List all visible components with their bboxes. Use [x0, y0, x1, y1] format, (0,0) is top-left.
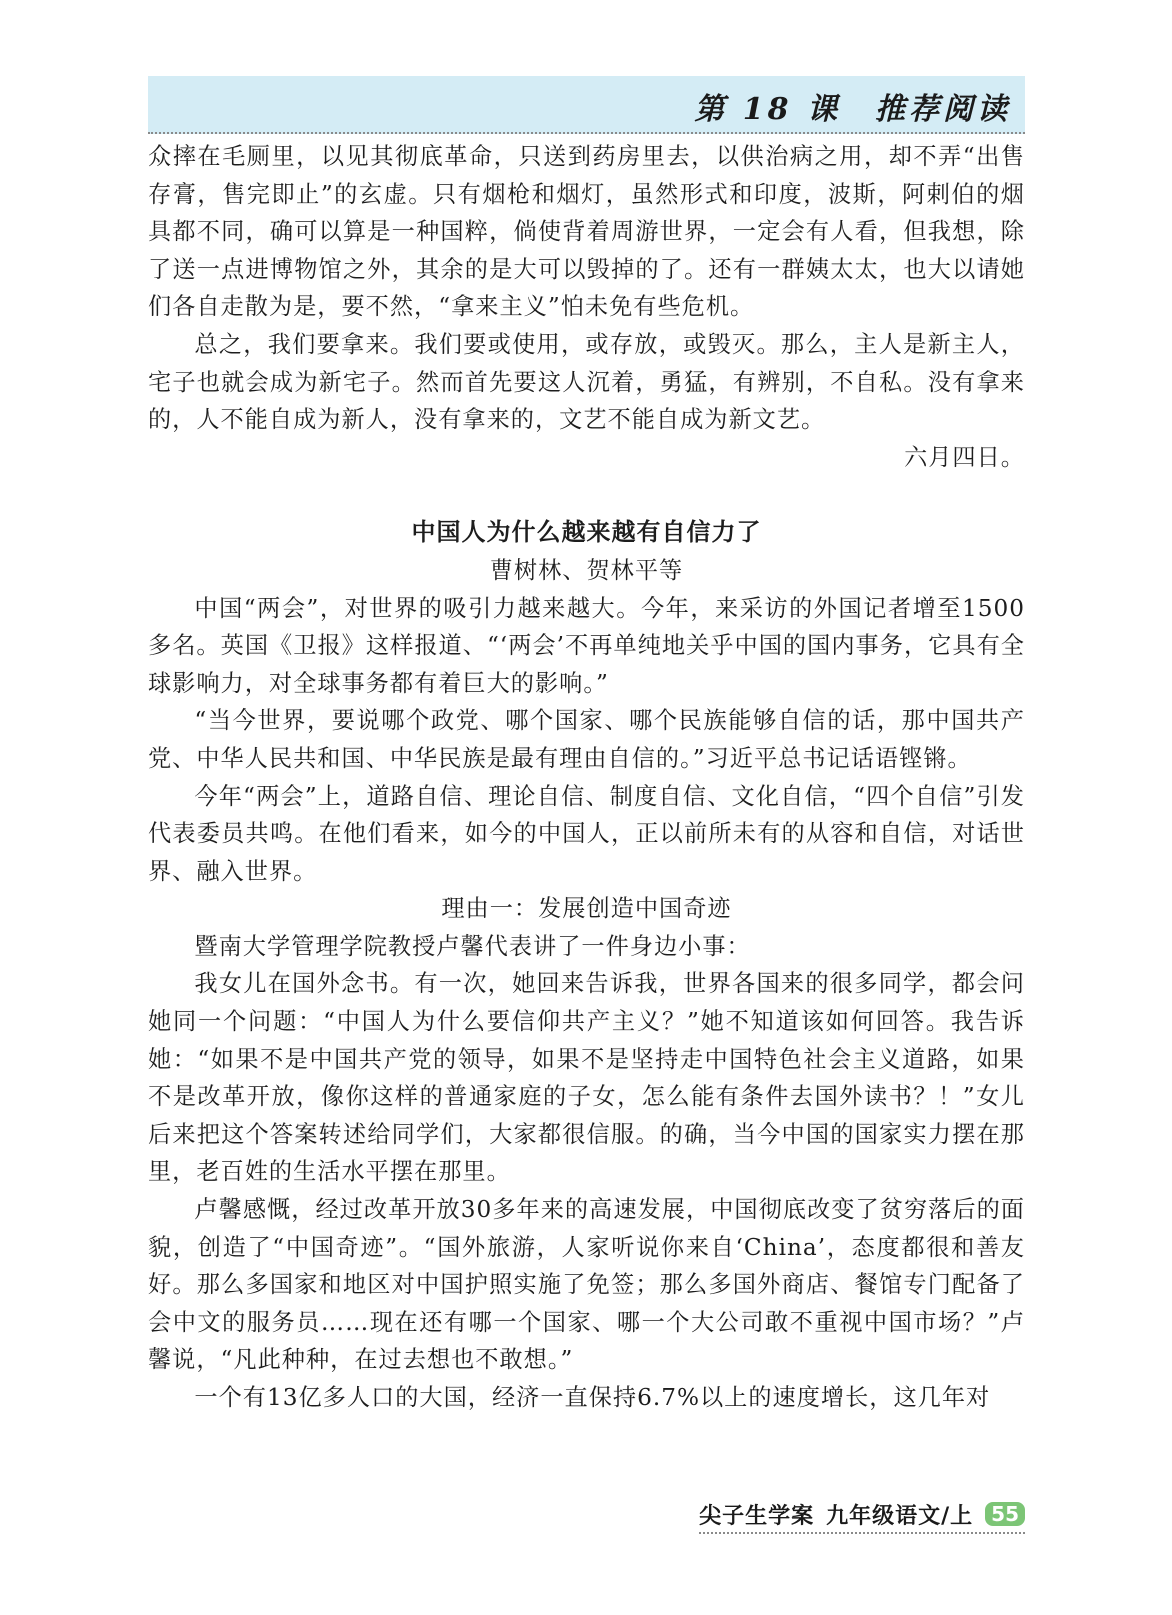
page-number: 55 [985, 1502, 1025, 1526]
essay-paragraph: 众摔在毛厕里，以见其彻底革命，只送到药房里去，以供治病之用，却不弄“出售存膏，售完即止”的玄虚。只有烟枪和烟灯，虽然形式和印度，波斯，阿剌伯的烟具都不同，确可以算是一种国粹，倘使背着周游世界，一定会有人看，但我想，除了送一点进博物馆之外，其余的是大可以毁掉的了。还有一群姨太太，也大以请她们各自走散为是，要不然，“拿来主义”怕未免有些危机。 [148, 143, 1025, 321]
essay-date: 六月四日。 [904, 443, 1025, 471]
header-band [148, 76, 1025, 134]
book-name: 尖子生学案 [699, 1503, 815, 1529]
article-paragraph: “当今世界，要说哪个政党、哪个国家、哪个民族能够自信的话，那中国共产党、中华人民共和国、中华民族是最有理由自信的。”习近平总书记话语铿锵。 [148, 707, 1025, 772]
article-author: 曹树林、贺林平等 [489, 556, 684, 584]
article-paragraph: 暨南大学管理学院教授卢馨代表讲了一件身边小事： [194, 932, 751, 960]
grade-label: 九年级语文/上 [826, 1503, 974, 1529]
article-paragraph: 一个有13亿多人口的大国，经济一直保持6.7%以上的速度增长，这几年对 [194, 1384, 991, 1411]
article-paragraph: 我女儿在国外念书。有一次，她回来告诉我，世界各国来的很多同学，都会问她同一个问题：“中国人为什么要信仰共产主义？”她不知道该如何回答。我告诉她：“如果不是中国共产党的领导，如果不是坚持走中国特色社会主义道路，如果不是改革开放，像你这样的普通家庭的子女，怎么能有条件去国外读书？！”女儿后来把这个答案转述给同学们，大家都很信服。的确，当今中国的国家实力摆在那里，老百姓的生活水平摆在那里。 [148, 970, 1025, 1186]
article-subheading: 理由一：发展创造中国奇迹 [441, 895, 732, 923]
article-paragraph: 中国“两会”，对世界的吸引力越来越大。今年，来采访的外国记者增至1500多名。英国《卫报》这样报道、“‘两会’不再单纯地关乎中国的国内事务，它具有全球影响力，对全球事务都有着巨大的影响。” [148, 594, 1025, 697]
essay-paragraph: 总之，我们要拿来。我们要或使用，或存放，或毁灭。那么，主人是新主人，宅子也就会成为新宅子。然而首先要这人沉着，勇猛，有辨别，不自私。没有拿来的，人不能自成为新人，没有拿来的，文艺不能自成为新文艺。 [148, 330, 1025, 434]
article-paragraph: 卢馨感慨，经过改革开放30多年来的高速发展，中国彻底改变了贫穷落后的面貌，创造了“中国奇迹”。“国外旅游，人家听说你来自‘China’，态度都很和善友好。那么多国家和地区对中国护照实施了免签；那么多国外商店、餐馆专门配备了会中文的服务员……现在还有哪一个国家、哪一个大公司敢不重视中国市场？”卢馨说，“凡此种种，在过去想也不敢想。” [148, 1196, 1025, 1374]
lesson-title: 第 18 课 推荐阅读 [694, 92, 1011, 127]
article-title: 中国人为什么越来越有自信力了 [411, 518, 762, 547]
article-paragraph: 今年“两会”上，道路自信、理论自信、制度自信、文化自信，“四个自信”引发代表委员共鸣。在他们看来，如今的中国人，正以前所未有的从容和自信，对话世界、融入世界。 [148, 782, 1025, 885]
page-content [148, 138, 1025, 1417]
page-footer [699, 1498, 1025, 1534]
section-gap [148, 476, 1025, 514]
